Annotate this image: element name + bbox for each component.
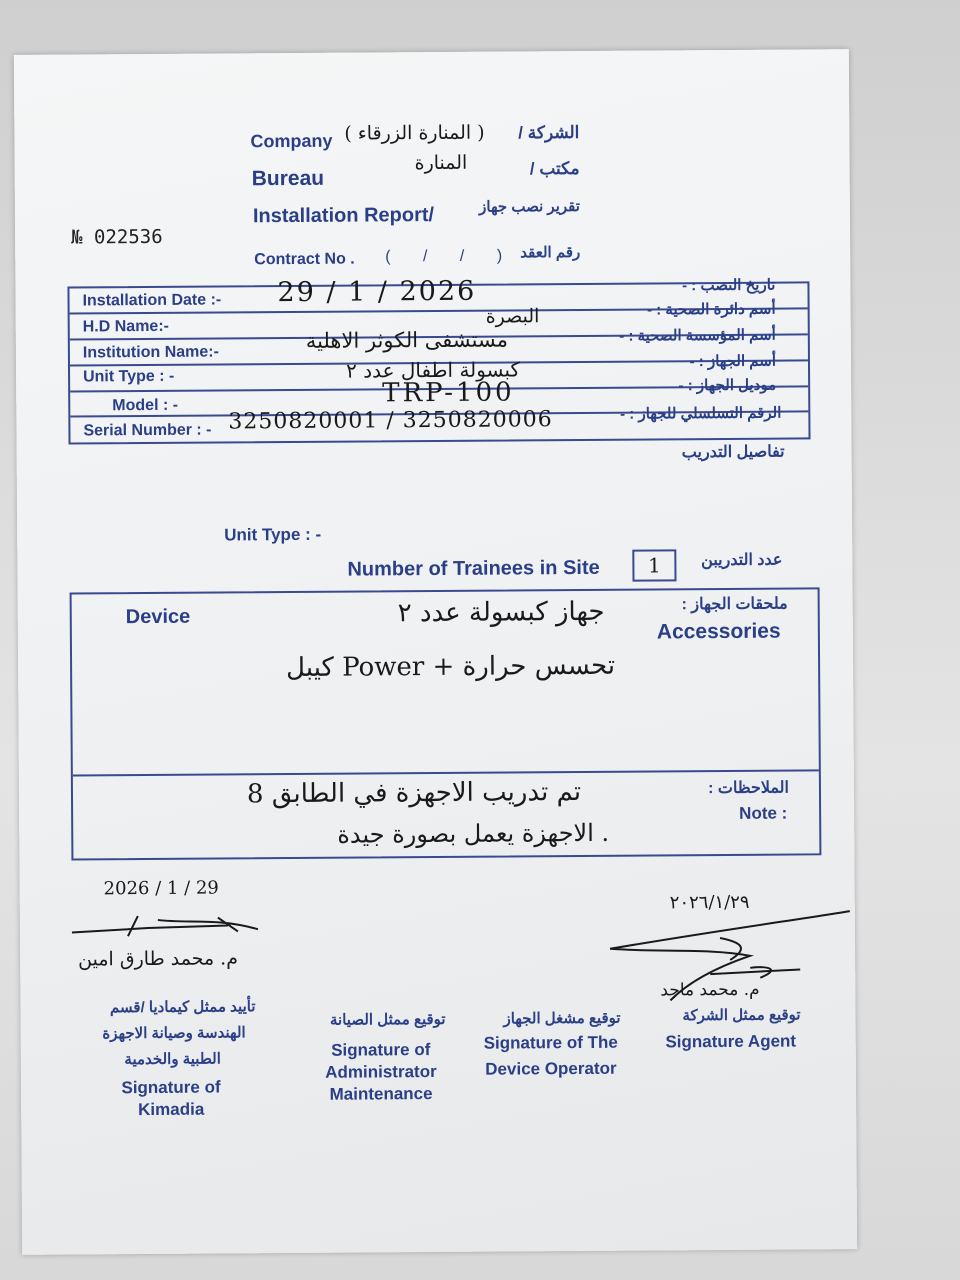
kimadia-label-en-1: Signature of [121, 1077, 221, 1098]
trainees-count-box [632, 549, 676, 581]
notes-line-2: الاجهزة يعمل بصورة جيدة . [337, 818, 610, 849]
device-label-en: Device [125, 605, 191, 629]
notes-line-1: تم تدريب الاجهزة في الطابق 8 [246, 776, 582, 810]
unit-type-label-ar: أسم الجهاز : - [689, 352, 777, 371]
agent-label-ar: توقيع ممثل الشركة [682, 1006, 801, 1025]
right-signature-date: ٢٠٢٦/١/٢٩ [669, 891, 750, 914]
report-label-en: Installation Report/ [252, 203, 435, 228]
bureau-value: المنارة [414, 151, 468, 175]
form-serial-number: № 022536 [71, 225, 163, 249]
model-label-en: Model : - [112, 396, 179, 415]
kimadia-label-ar-1: تأييد ممثل كيماديا /قسم [109, 998, 256, 1017]
institution-label-en: Institution Name:- [82, 343, 219, 362]
right-signature-name: م. محمد ماجد [660, 979, 760, 1001]
kimadia-label-en-2: Kimadia [138, 1099, 205, 1120]
contract-label-ar: رقم العقد [520, 243, 581, 262]
serial-number-label-ar: الرقم التسلسلي للجهاز : - [620, 404, 782, 423]
admin-label-en-1: Signature of [331, 1040, 431, 1060]
operator-label-ar: توقيع مشغل الجهاز [503, 1009, 621, 1028]
serial-number-value: 3250820001 / 3250820006 [228, 407, 553, 435]
model-label-ar: موديل الجهاز : - [678, 376, 777, 395]
admin-label-ar: توقيع ممثل الصيانة [329, 1010, 446, 1029]
trainees-label-en: Number of Trainees in Site [347, 556, 600, 581]
serial-number-label-en: Serial Number : - [83, 421, 212, 440]
company-value: ( المنارة الزرقاء ) [344, 121, 485, 145]
hd-name-label-ar: أسم دائرة الصحية : - [647, 300, 776, 319]
installation-report-form [14, 49, 857, 1255]
left-signature-date: 2026 / 1 / 29 [103, 877, 219, 900]
install-date-label-en: Installation Date :- [82, 291, 222, 310]
notes-label-en: Note : [739, 803, 788, 823]
company-label-en: Company [250, 130, 333, 152]
hd-name-value: البصرة [485, 305, 540, 328]
unit-type-value: كبسولة اطفال عدد ٢ [345, 357, 521, 383]
training-unit-type-label: Unit Type : - [224, 524, 322, 545]
unit-type-label-en: Unit Type : - [83, 367, 175, 386]
kimadia-label-ar-2: الهندسة وصيانة الاجهزة [102, 1024, 246, 1043]
hd-name-label-en: H.D Name:- [82, 317, 170, 336]
install-date-value: 29 / 1 / 2026 [277, 275, 477, 309]
trainees-label-ar: عدد التدريبن [701, 551, 783, 570]
institution-value: مستشفى الكوثر الاهلية [305, 327, 508, 353]
operator-label-en-2: Device Operator [485, 1058, 617, 1079]
company-label-ar: الشركة / [518, 122, 580, 143]
bureau-label-en: Bureau [251, 166, 325, 191]
institution-label-ar: أسم المؤسسة الصحية : - [619, 326, 776, 345]
contract-value: ( / / ) [385, 247, 517, 266]
accessories-label-ar: ملحقات الجهاز : [681, 595, 788, 614]
bureau-label-ar: مكتب / [529, 158, 580, 179]
kimadia-label-ar-3: الطبية والخدمية [124, 1050, 221, 1069]
install-date-label-ar: تاريخ النصب : - [682, 276, 776, 295]
left-signature-scribble [68, 901, 268, 942]
trainees-count-value: 1 [647, 553, 661, 578]
agent-label-en: Signature Agent [665, 1031, 797, 1052]
notes-label-ar: الملاحظات : [708, 779, 790, 798]
operator-label-en-1: Signature of The [483, 1032, 618, 1053]
accessories-line-2: كيبل Power + تحسس حرارة [286, 650, 616, 684]
accessories-label-en: Accessories [656, 619, 781, 644]
model-value: TRP-100 [382, 377, 515, 409]
contract-label-en: Contract No . [254, 250, 355, 269]
admin-label-en-2: Administrator [325, 1062, 437, 1082]
training-details-label-ar: تفاصيل التدريب [681, 443, 785, 462]
report-label-ar: تقرير نصب جهاز [479, 197, 580, 216]
left-signature-name: م. محمد طارق امين [78, 947, 239, 971]
accessories-line-1: جهاز كبسولة عدد ٢ [397, 596, 605, 629]
admin-label-en-3: Maintenance [329, 1084, 433, 1104]
